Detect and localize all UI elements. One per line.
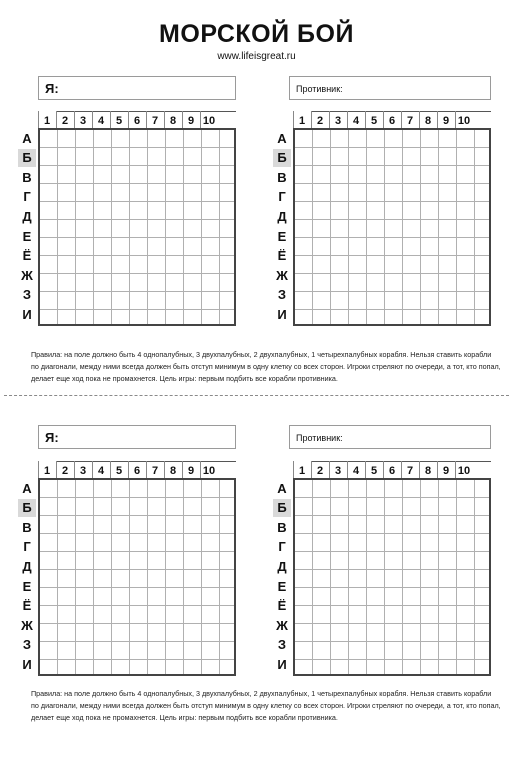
rules-text: Правила: на поле должно быть 4 однопалубных, 3 двухпалубных, 2 двухпалубных, 1 четырехпалубных корабля. Нельзя ставить корабли по диагонали, между ними всегда должен быть отступ минимум в одну клетку со всех сторон. Игроки стреляют по очереди, а тот, кто попал, делает еще ход пока не промахнется. Цель игры: первым подбить все корабли противника. [31,350,501,383]
game-grid[interactable] [293,128,491,326]
row-label: Ё [277,598,287,614]
column-header-separator [200,111,201,128]
game-grid[interactable] [38,128,236,326]
column-header: 2 [316,464,324,477]
column-header-separator [401,111,402,128]
column-header: 8 [424,464,432,477]
column-header-separator [329,461,330,478]
opponent-name-field[interactable] [289,76,491,100]
column-header: 4 [97,464,105,477]
column-header-separator [128,461,129,478]
row-label: А [22,130,32,146]
column-header: 9 [442,464,450,477]
column-header-separator [365,111,366,128]
row-label: Д [277,208,287,224]
column-header: 5 [370,464,378,477]
row-label: И [277,656,287,672]
row-label: Д [22,558,32,574]
opponent-board [273,461,491,676]
row-label: Ё [22,248,32,264]
row-label: И [22,306,32,322]
column-header-separator [110,461,111,478]
my-name-field[interactable] [38,76,236,100]
column-header-separator [419,111,420,128]
column-header: 2 [61,464,69,477]
row-label: Ё [277,248,287,264]
column-header-separator [347,461,348,478]
column-header: 7 [151,114,159,127]
column-header: 4 [352,464,360,477]
row-label: Е [277,228,287,244]
row-label: Б [273,149,291,167]
row-label: Г [278,189,286,205]
column-header-separator [383,461,384,478]
column-header: 8 [169,114,177,127]
column-header: 9 [187,464,195,477]
column-header-separator [182,111,183,128]
column-header: 7 [151,464,159,477]
column-header: 5 [115,464,123,477]
opponent-name-field[interactable] [289,425,491,449]
my-name-label: Я: [45,430,59,445]
column-header-separator [38,111,39,128]
column-header: 1 [298,464,306,477]
website-url: www.lifeisgreat.ru [217,51,296,62]
row-label: Е [22,578,32,594]
row-label: В [277,519,287,535]
column-header-separator [146,111,147,128]
row-label: Б [18,149,36,167]
column-header: 6 [388,464,396,477]
opponent-board [273,111,491,326]
column-header: 1 [43,464,51,477]
column-header-separator [200,461,201,478]
column-header: 6 [388,114,396,127]
game-grid[interactable] [38,478,236,676]
column-header-separator [128,111,129,128]
column-header-separator [38,461,39,478]
column-header: 4 [97,114,105,127]
row-label: А [277,130,287,146]
column-header: 10 [202,114,216,127]
column-header-separator [293,111,294,128]
column-header-separator [329,111,330,128]
column-header: 2 [61,114,69,127]
row-label: Б [18,499,36,517]
row-label: Е [277,578,287,594]
my-board [18,461,236,676]
column-header: 1 [298,114,306,127]
my-name-label: Я: [45,81,59,96]
opponent-name-label: Противник: [296,84,343,94]
row-label: Г [23,539,31,555]
row-label: Ж [276,617,288,633]
column-header: 9 [442,114,450,127]
column-header-separator [182,461,183,478]
column-header-separator [293,461,294,478]
column-header: 6 [133,114,141,127]
row-label: Д [277,558,287,574]
column-header: 10 [457,464,471,477]
column-header-separator [164,111,165,128]
page-title: МОРСКОЙ БОЙ [159,20,354,48]
column-header-separator [56,461,57,478]
column-header-separator [311,461,312,478]
column-header-separator [437,461,438,478]
column-header: 6 [133,464,141,477]
row-label: З [277,637,287,653]
row-label: Г [23,189,31,205]
row-label: Ё [22,598,32,614]
column-header: 7 [406,114,414,127]
column-header-separator [383,111,384,128]
column-header: 3 [79,464,87,477]
column-header: 7 [406,464,414,477]
row-label: И [277,306,287,322]
row-label: Б [273,499,291,517]
row-label: Ж [276,267,288,283]
row-label: Ж [21,267,33,283]
column-header: 5 [115,114,123,127]
column-header-separator [419,461,420,478]
row-label: В [22,519,32,535]
cut-line [4,395,509,396]
column-header-separator [437,111,438,128]
column-header: 5 [370,114,378,127]
column-header: 9 [187,114,195,127]
row-label: В [277,169,287,185]
row-label: З [277,287,287,303]
opponent-name-label: Противник: [296,433,343,443]
column-header: 10 [202,464,216,477]
column-header-separator [92,111,93,128]
row-label: Ж [21,617,33,633]
row-label: И [22,656,32,672]
column-header-separator [146,461,147,478]
column-header-separator [92,461,93,478]
row-label: З [22,637,32,653]
row-label: Г [278,539,286,555]
column-header-separator [56,111,57,128]
row-label: Е [22,228,32,244]
row-label: Д [22,208,32,224]
column-header: 2 [316,114,324,127]
column-header-separator [164,461,165,478]
row-label: А [22,480,32,496]
row-label: А [277,480,287,496]
column-header: 8 [169,464,177,477]
my-name-field[interactable] [38,425,236,449]
column-header-separator [74,461,75,478]
column-header: 3 [79,114,87,127]
rules-text: Правила: на поле должно быть 4 однопалубных, 3 двухпалубных, 2 двухпалубных, 1 четырехпалубных корабля. Нельзя ставить корабли по диагонали, между ними всегда должен быть отступ минимум в одну клетку со всех сторон. Игроки стреляют по очереди, а тот, кто попал, делает еще ход пока не промахнется. Цель игры: первым подбить все корабли противника. [31,689,501,722]
row-label: В [22,169,32,185]
column-header: 8 [424,114,432,127]
column-header-separator [110,111,111,128]
column-header: 3 [334,114,342,127]
column-header-separator [401,461,402,478]
game-grid[interactable] [293,478,491,676]
column-header: 10 [457,114,471,127]
my-board [18,111,236,326]
column-header-separator [455,111,456,128]
column-header-separator [74,111,75,128]
column-header-separator [347,111,348,128]
column-header: 4 [352,114,360,127]
column-header: 1 [43,114,51,127]
column-header: 3 [334,464,342,477]
row-label: З [22,287,32,303]
column-header-separator [311,111,312,128]
column-header-separator [455,461,456,478]
column-header-separator [365,461,366,478]
